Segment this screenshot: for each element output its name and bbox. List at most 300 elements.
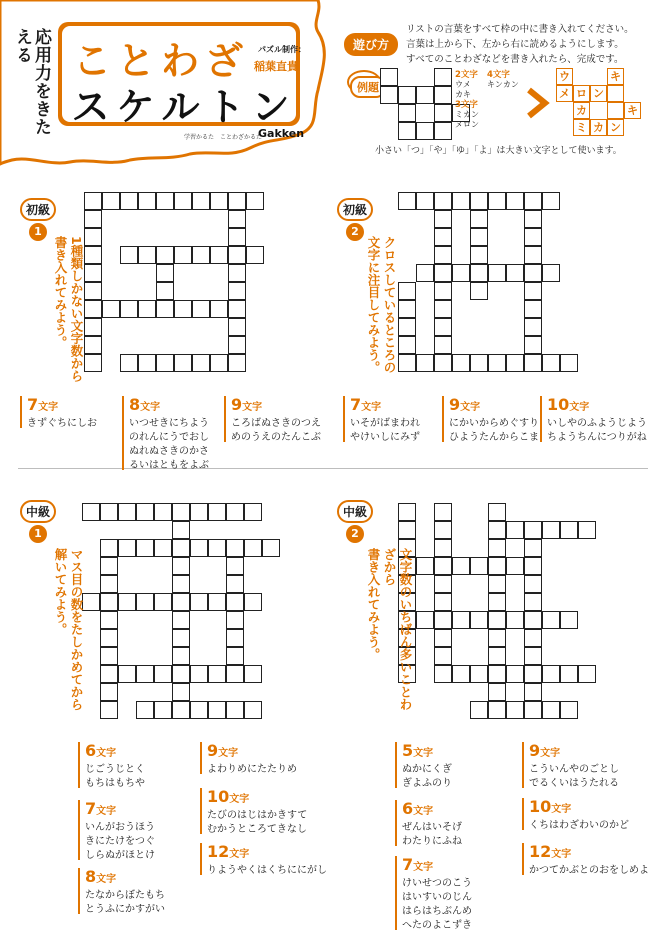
puzzle-cell	[506, 557, 524, 575]
puzzle-cell	[470, 264, 488, 282]
group-accent-bar	[522, 742, 524, 788]
word-item: いんがおうほう	[85, 822, 155, 833]
puzzle-cell	[524, 557, 542, 575]
group-length: 7	[27, 395, 39, 414]
word-item: はらはちぶんめ	[402, 906, 472, 917]
puzzle-cell	[172, 575, 190, 593]
puzzle-cell	[192, 354, 210, 372]
title-char: ス	[71, 85, 110, 129]
group-accent-bar	[540, 396, 542, 442]
puzzle-cell	[174, 246, 192, 264]
group-length: 6	[85, 741, 97, 760]
example-cell	[380, 86, 398, 104]
puzzle-instruction	[365, 548, 413, 718]
puzzle-cell	[136, 593, 154, 611]
example-answer-cell: カ	[590, 119, 607, 136]
puzzle-cell	[84, 246, 102, 264]
word-item: いつせきにちよう	[129, 418, 209, 429]
group-length: 9	[529, 741, 541, 760]
puzzle-cell	[228, 336, 246, 354]
example-answer-cell: キ	[624, 102, 641, 119]
puzzle-cell	[416, 192, 434, 210]
instruction-line: 1種類しかない文字数から	[69, 236, 84, 383]
puzzle-cell	[84, 192, 102, 210]
word-item: たびのはじはかきすて	[207, 810, 308, 821]
word-item: いそがばまわれ	[350, 418, 420, 429]
title-char: と	[116, 39, 155, 83]
instruction-line: 文字数のいちばん多いことわざから	[382, 548, 413, 711]
puzzle-cell	[136, 701, 154, 719]
puzzle-cell	[398, 282, 416, 300]
example-cell	[434, 104, 452, 122]
example-list-2: 2文字 ウメ カキ	[455, 70, 478, 99]
group-unit: 文字	[218, 748, 239, 759]
puzzle-cell	[398, 354, 416, 372]
example-cell	[398, 104, 416, 122]
group-accent-bar	[395, 800, 397, 846]
word-list-group	[122, 396, 218, 470]
puzzle-cell	[136, 503, 154, 521]
puzzle-cell	[542, 192, 560, 210]
puzzle-cell	[120, 192, 138, 210]
puzzle-cell	[100, 629, 118, 647]
puzzle-cell	[434, 539, 452, 557]
puzzle-cell	[524, 611, 542, 629]
puzzle-cell	[398, 521, 416, 539]
puzzle-cell	[156, 354, 174, 372]
puzzle-cell	[226, 629, 244, 647]
puzzle-cell	[226, 575, 244, 593]
word-item: くちはわざわいのかど	[529, 820, 629, 831]
puzzle-cell	[488, 629, 506, 647]
puzzle-cell	[156, 300, 174, 318]
group-accent-bar	[395, 742, 397, 788]
group-accent-bar	[78, 742, 80, 788]
puzzle-cell	[100, 701, 118, 719]
word-list-group	[78, 868, 190, 914]
puzzle-cell	[434, 575, 452, 593]
puzzle-cell	[244, 665, 262, 683]
word-item: けいせつのこう	[402, 878, 472, 889]
puzzle-cell	[172, 539, 190, 557]
group-unit: 文字	[413, 862, 434, 873]
puzzle-cell	[434, 264, 452, 282]
example-answer-cell: ウ	[556, 68, 573, 85]
example-list-4: 4文字 キンカン	[487, 70, 519, 89]
level-name: 中級	[20, 500, 56, 523]
puzzle-cell	[208, 593, 226, 611]
example-answer-cell	[607, 102, 624, 119]
group-accent-bar	[78, 868, 80, 914]
group-unit: 文字	[361, 402, 382, 413]
puzzle-cell	[470, 665, 488, 683]
puzzle-cell	[118, 665, 136, 683]
title-char: ン	[251, 85, 290, 129]
word-item: めのうえのたんこぶ	[231, 432, 321, 443]
puzzle-cell	[138, 354, 156, 372]
instruction-line: 書き入れてみよう。	[366, 548, 381, 661]
word-item: りようやくはくちににがし	[207, 865, 327, 876]
puzzle-cell	[172, 557, 190, 575]
word-item: ぎよふのり	[402, 778, 452, 789]
puzzle-cell	[434, 611, 452, 629]
example-cell	[398, 86, 416, 104]
word-item: こういんやのごとし	[529, 764, 619, 775]
puzzle-cell	[208, 665, 226, 683]
credit-name: 稲葉直貴	[254, 60, 298, 73]
puzzle-cell	[416, 354, 434, 372]
puzzle-cell	[120, 354, 138, 372]
puzzle-cell	[154, 593, 172, 611]
puzzle-cell	[138, 192, 156, 210]
group-unit: 文字	[551, 804, 572, 815]
puzzle-cell	[524, 318, 542, 336]
example-answer-cell: ロ	[573, 85, 590, 102]
group-length: 10	[547, 395, 570, 414]
publisher-logo: Gakken	[258, 127, 305, 140]
level-number: 1	[29, 223, 47, 241]
example-answer-cell: キ	[607, 68, 624, 85]
puzzle-cell	[172, 701, 190, 719]
title-char: こ	[72, 39, 111, 83]
level-name: 中級	[337, 500, 373, 523]
puzzle-cell	[470, 210, 488, 228]
level-number: 2	[346, 223, 364, 241]
group-heading	[395, 800, 507, 821]
puzzle-cell	[488, 665, 506, 683]
puzzle-cell	[262, 539, 280, 557]
puzzle-cell	[578, 665, 596, 683]
example-cell	[380, 68, 398, 86]
puzzle-cell	[100, 503, 118, 521]
puzzle-cell	[560, 521, 578, 539]
puzzle-cell	[210, 300, 228, 318]
puzzle-cell	[154, 701, 172, 719]
word-item: やけいしにみず	[350, 432, 420, 443]
puzzle-cell	[524, 336, 542, 354]
example-cell	[434, 86, 452, 104]
puzzle-cell	[434, 318, 452, 336]
footer-small: 学習かるた ことわざかるた	[184, 134, 263, 141]
puzzle-cell	[470, 611, 488, 629]
word-list-group	[224, 396, 328, 442]
instruction-line: 書き入れてみよう。	[53, 236, 68, 349]
example-list-3: 3文字 ミカン メロン	[455, 100, 479, 129]
puzzle-cell	[434, 629, 452, 647]
word-item: きずぐちにしお	[27, 418, 97, 429]
subtitle: 応用力をきたえる	[12, 28, 51, 136]
puzzle-cell	[470, 557, 488, 575]
puzzle-cell	[524, 647, 542, 665]
group-length: 7	[350, 395, 362, 414]
group-unit: 文字	[460, 402, 481, 413]
puzzle-cell	[84, 300, 102, 318]
puzzle-cell	[524, 521, 542, 539]
puzzle-cell	[470, 354, 488, 372]
group-unit: 文字	[551, 849, 572, 860]
puzzle-cell	[506, 701, 524, 719]
puzzle-cell	[398, 192, 416, 210]
word-item: ちようちんにつりがね	[547, 432, 647, 443]
word-list-group	[522, 742, 652, 788]
puzzle-cell	[488, 521, 506, 539]
puzzle-cell	[524, 246, 542, 264]
group-heading	[122, 396, 218, 417]
puzzle-cell	[228, 192, 246, 210]
puzzle-cell	[192, 246, 210, 264]
puzzle-cell	[228, 282, 246, 300]
puzzle-cell	[542, 264, 560, 282]
group-accent-bar	[20, 396, 22, 428]
puzzle-cell	[452, 611, 470, 629]
title-row-2	[68, 76, 293, 131]
group-accent-bar	[343, 396, 345, 442]
puzzle-cell	[190, 701, 208, 719]
group-heading	[200, 843, 330, 864]
title-char: ざ	[204, 39, 243, 83]
level-name: 初級	[20, 198, 56, 221]
puzzle-cell	[244, 539, 262, 557]
puzzle-cell	[228, 246, 246, 264]
group-heading	[20, 396, 112, 417]
puzzle-cell	[208, 539, 226, 557]
puzzle-cell	[524, 228, 542, 246]
group-length: 6	[402, 799, 414, 818]
puzzle-cell	[226, 647, 244, 665]
puzzle-cell	[506, 354, 524, 372]
word-item: ぬれぬさきのかさ	[129, 446, 209, 457]
puzzle-cell	[434, 210, 452, 228]
puzzle-cell	[560, 611, 578, 629]
word-item: もちはもちや	[85, 778, 145, 789]
puzzle-cell	[172, 611, 190, 629]
group-heading	[224, 396, 328, 417]
puzzle-cell	[542, 354, 560, 372]
group-heading	[200, 788, 330, 809]
title-char: わ	[160, 39, 199, 83]
puzzle-cell	[506, 665, 524, 683]
puzzle-instruction	[365, 236, 397, 406]
puzzle-cell	[210, 354, 228, 372]
puzzle-cell	[506, 192, 524, 210]
rule-line-1: リストの言葉をすべて枠の中に書き入れてください。	[406, 24, 634, 35]
puzzle-cell	[452, 264, 470, 282]
puzzle-cell	[228, 228, 246, 246]
example-answer-cell: ン	[607, 119, 624, 136]
puzzle-cell	[208, 701, 226, 719]
puzzle-cell	[488, 557, 506, 575]
puzzle-cell	[452, 192, 470, 210]
puzzle-cell	[226, 665, 244, 683]
group-length: 9	[207, 741, 219, 760]
example-cell	[434, 68, 452, 86]
puzzle-cell	[136, 539, 154, 557]
group-accent-bar	[395, 856, 397, 930]
group-heading	[78, 742, 190, 763]
word-item: でるくいはうたれる	[529, 778, 619, 789]
group-length: 8	[129, 395, 141, 414]
instruction-line: マス目の数をたしかめてから	[69, 548, 84, 711]
word-item: むかうところてきなし	[207, 824, 307, 835]
example-cell	[398, 122, 416, 140]
puzzle-cell	[154, 503, 172, 521]
puzzle-cell	[434, 192, 452, 210]
puzzle-cell	[524, 593, 542, 611]
group-heading	[395, 856, 507, 877]
puzzle-cell	[488, 611, 506, 629]
level-number: 1	[29, 525, 47, 543]
puzzle-level-label	[20, 198, 56, 241]
puzzle-cell	[228, 300, 246, 318]
puzzle-cell	[156, 282, 174, 300]
puzzle-cell	[172, 503, 190, 521]
group-length: 5	[402, 741, 414, 760]
puzzle-cell	[136, 665, 154, 683]
puzzle-cell	[228, 264, 246, 282]
puzzle-cell	[100, 539, 118, 557]
puzzle-cell	[488, 264, 506, 282]
arrow-right-icon	[525, 86, 551, 120]
puzzle-cell	[398, 318, 416, 336]
rules-note: 小さい「つ」「や」「ゆ」「よ」は大きい文字として使います。	[375, 146, 622, 156]
group-length: 9	[231, 395, 243, 414]
puzzle-cell	[560, 701, 578, 719]
puzzle-instruction	[52, 548, 84, 758]
puzzle-cell	[102, 300, 120, 318]
example-answer-cell	[607, 85, 624, 102]
puzzle-cell	[542, 521, 560, 539]
puzzle-cell	[434, 282, 452, 300]
puzzle-cell	[452, 557, 470, 575]
group-unit: 文字	[229, 849, 250, 860]
puzzle-cell	[398, 336, 416, 354]
word-list-group	[200, 843, 330, 875]
instruction-line: 解いてみよう。	[53, 548, 68, 636]
word-item: かつてかぶとのおをしめよ	[529, 865, 649, 876]
puzzle-cell	[416, 611, 434, 629]
word-item: よわりめにたたりめ	[207, 764, 297, 775]
puzzle-cell	[524, 575, 542, 593]
word-item: ひようたんからこま	[449, 432, 539, 443]
puzzle-cell	[82, 593, 100, 611]
puzzle-cell	[434, 521, 452, 539]
puzzle-cell	[228, 210, 246, 228]
word-list-group	[442, 396, 538, 442]
word-list-group	[395, 742, 507, 788]
puzzle-cell	[244, 701, 262, 719]
puzzle-cell	[470, 282, 488, 300]
example-badge: 例題	[350, 76, 386, 98]
word-list-group	[343, 396, 439, 442]
puzzle-cell	[434, 593, 452, 611]
puzzle-cell	[434, 647, 452, 665]
group-unit: 文字	[540, 748, 561, 759]
puzzle-cell	[246, 192, 264, 210]
puzzle-cell	[174, 354, 192, 372]
puzzle-cell	[524, 300, 542, 318]
group-accent-bar	[200, 742, 202, 774]
puzzle-cell	[84, 264, 102, 282]
puzzle-cell	[228, 318, 246, 336]
puzzle-cell	[578, 521, 596, 539]
group-length: 8	[85, 867, 97, 886]
word-item: いしやのふようじよう	[547, 418, 647, 429]
group-unit: 文字	[413, 806, 434, 817]
group-heading	[522, 742, 652, 763]
puzzle-cell	[470, 192, 488, 210]
group-heading	[78, 868, 190, 889]
group-unit: 文字	[242, 402, 263, 413]
group-heading	[442, 396, 538, 417]
puzzle-cell	[398, 503, 416, 521]
word-item: しらぬがほとけ	[85, 850, 155, 861]
puzzle-cell	[154, 665, 172, 683]
puzzle-cell	[100, 557, 118, 575]
puzzle-cell	[226, 593, 244, 611]
puzzle-cell	[434, 665, 452, 683]
word-list-group	[522, 843, 652, 875]
word-item: わたりにふね	[402, 836, 462, 847]
puzzle-cell	[434, 300, 452, 318]
word-list-group	[20, 396, 112, 428]
example-answer-cell: ン	[590, 85, 607, 102]
puzzle-cell	[84, 318, 102, 336]
puzzle-level-label	[20, 500, 56, 543]
group-heading	[522, 843, 652, 864]
example-answer-cell: カ	[573, 102, 590, 119]
puzzle-cell	[120, 300, 138, 318]
puzzle-cell	[560, 354, 578, 372]
title-char: ル	[161, 85, 200, 129]
puzzle-cell	[172, 629, 190, 647]
word-item: にかいからめぐすり	[449, 418, 539, 429]
puzzle-cell	[100, 665, 118, 683]
group-unit: 文字	[229, 794, 250, 805]
group-accent-bar	[522, 843, 524, 875]
example-answer-cell: ミ	[573, 119, 590, 136]
puzzle-cell	[524, 192, 542, 210]
puzzle-cell	[244, 503, 262, 521]
puzzle-cell	[156, 192, 174, 210]
word-list-group	[395, 800, 507, 846]
word-list-group	[540, 396, 650, 442]
puzzle-cell	[154, 539, 172, 557]
puzzle-cell	[84, 282, 102, 300]
instruction-line: クロスしているところの	[382, 236, 397, 374]
section-divider	[18, 468, 648, 469]
group-accent-bar	[522, 798, 524, 830]
word-list-group	[395, 856, 507, 930]
puzzle-cell	[434, 557, 452, 575]
puzzle-cell	[416, 557, 434, 575]
puzzle-cell	[192, 192, 210, 210]
puzzle-cell	[488, 192, 506, 210]
puzzle-cell	[244, 593, 262, 611]
word-item: たなからぼたもち	[85, 890, 165, 901]
group-accent-bar	[200, 788, 202, 834]
puzzle-cell	[524, 701, 542, 719]
puzzle-cell	[226, 539, 244, 557]
puzzle-cell	[470, 246, 488, 264]
puzzle-cell	[488, 701, 506, 719]
puzzle-cell	[190, 503, 208, 521]
group-unit: 文字	[569, 402, 590, 413]
puzzle-cell	[192, 300, 210, 318]
level-name: 初級	[337, 198, 373, 221]
puzzle-cell	[524, 210, 542, 228]
group-length: 10	[529, 797, 552, 816]
puzzle-cell	[488, 647, 506, 665]
